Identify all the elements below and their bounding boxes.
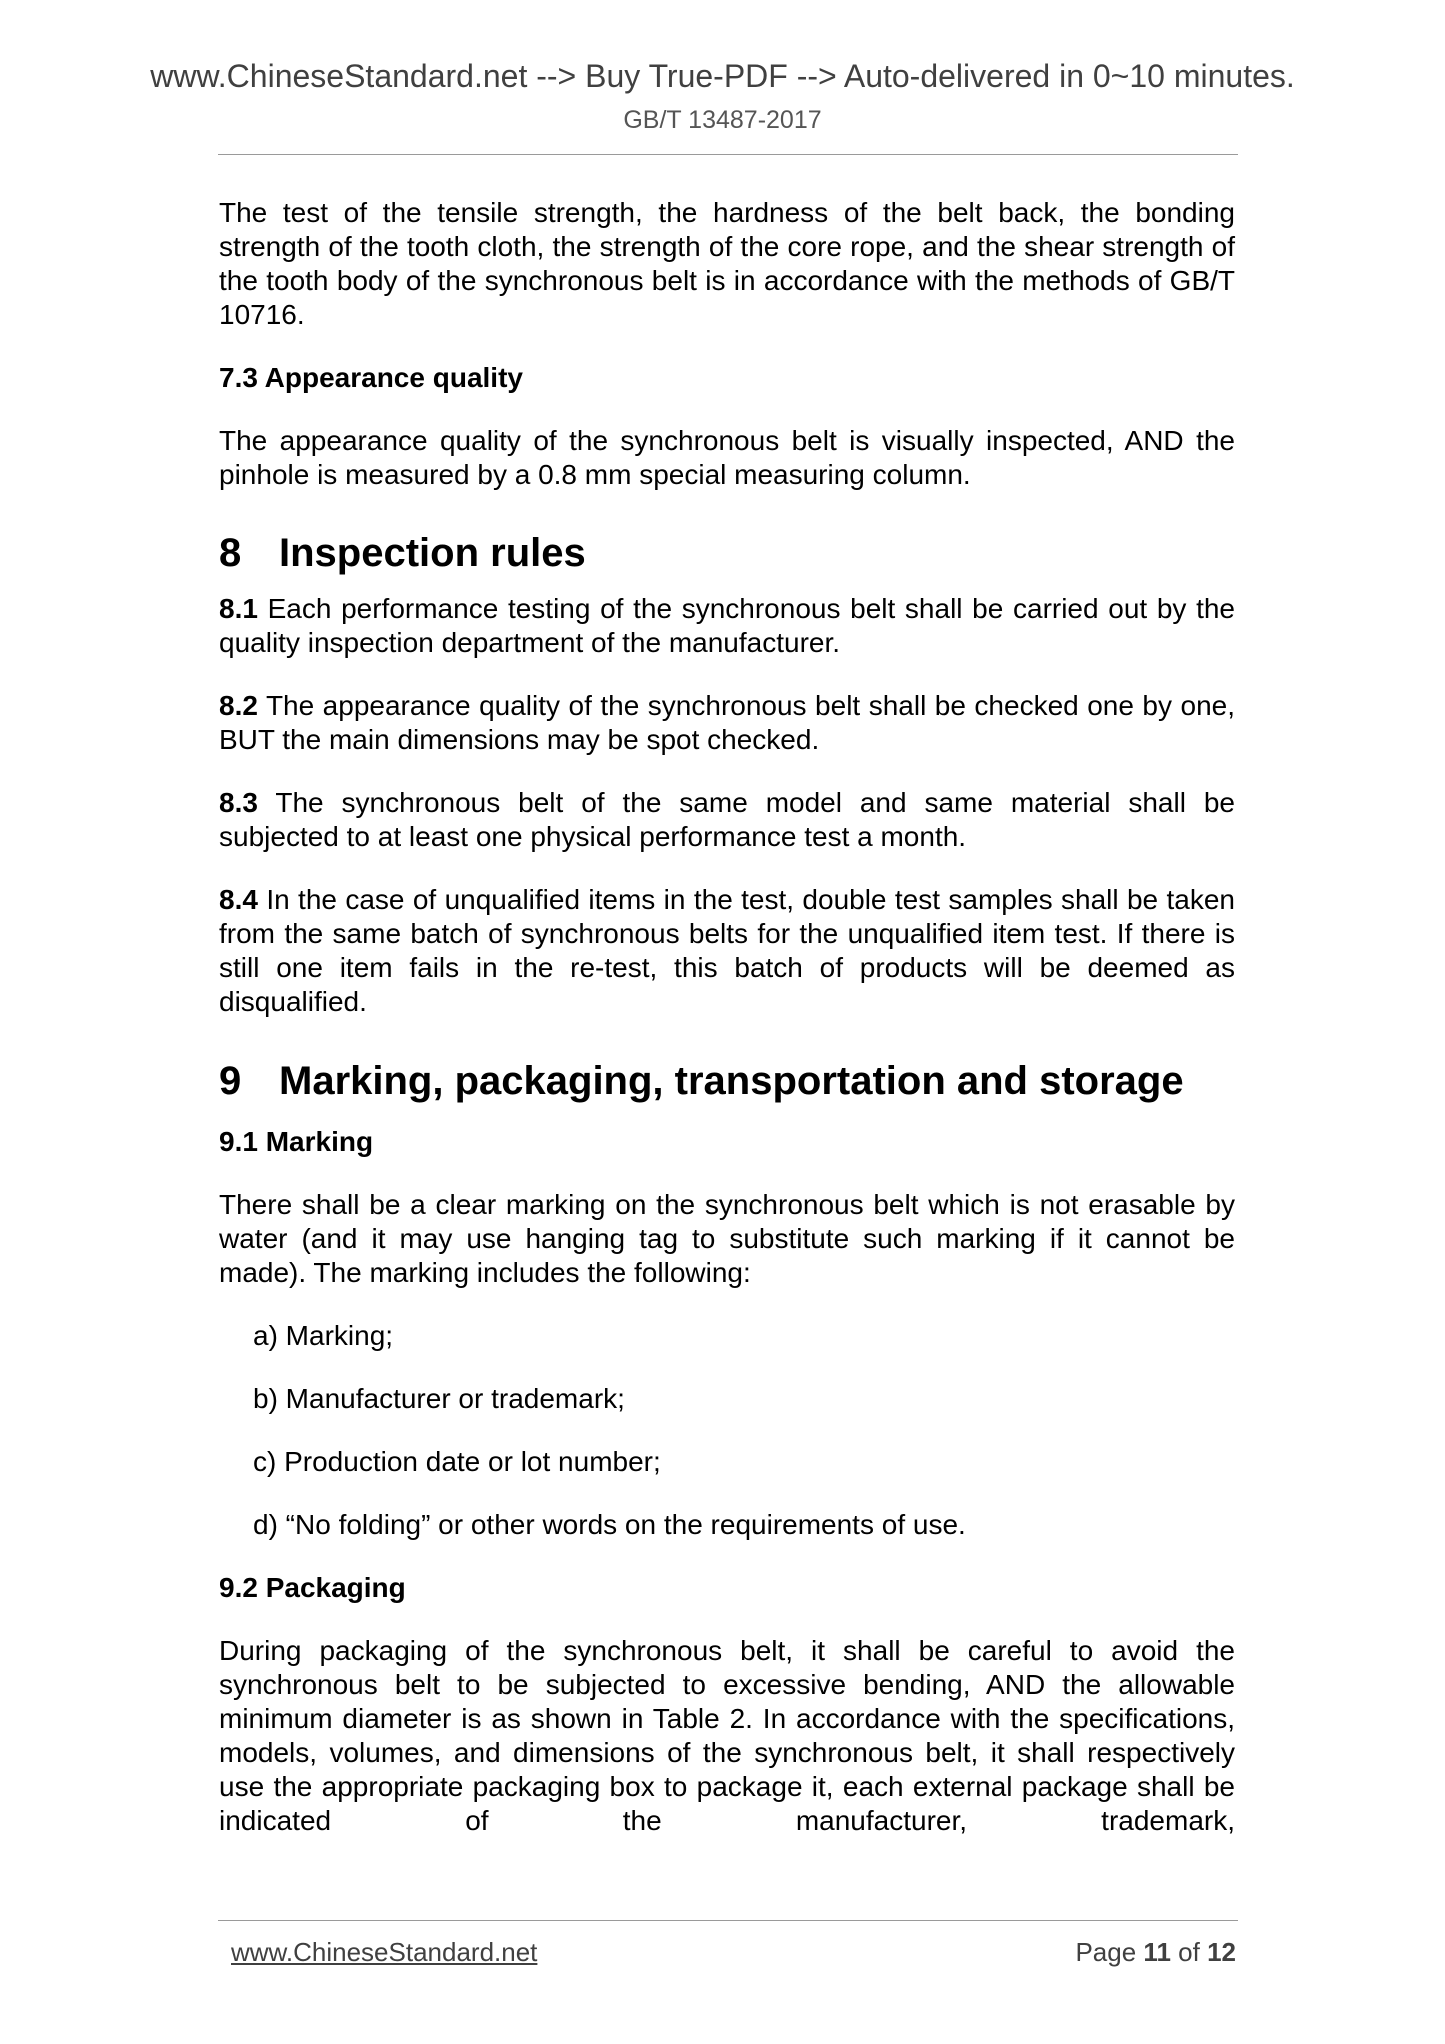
clause-8-4 [219,883,1235,1019]
header-divider [218,154,1238,155]
clause-8-2 [219,689,1235,757]
clause-number: 8.4 [219,884,258,915]
list-item: a) Marking; [253,1320,394,1351]
clause-text: The synchronous belt of the same model and same material shall be subjected to at least one physical performance test a month. [219,787,1235,852]
footer-divider [218,1920,1238,1921]
section-title: Marking, packaging, transportation and storage [279,1059,1184,1103]
intro-paragraph: The test of the tensile strength, the hardness of the belt back, the bonding strength of the tooth cloth, the strength of the core rope, and the shear strength of the tooth body of the synchronous belt is in accordance with the methods of GB/T 10716. [219,197,1235,330]
subsection-heading-7-3: 7.3 Appearance quality [219,362,523,393]
subsection-heading-9-1: 9.1 Marking [219,1126,374,1157]
section-heading-8 [219,529,1235,577]
page-of-word: of [1178,1937,1200,1967]
list-item: c) Production date or lot number; [253,1446,661,1477]
clause-number: 8.1 [219,593,258,624]
subsection-text-7-3: The appearance quality of the synchronous belt is visually inspected, AND the pinhole is measured by a 0.8 mm special measuring column. [219,425,1235,490]
clause-text: Each performance testing of the synchronous belt shall be carried out by the quality inspection department of the manufacturer. [219,593,1235,658]
clause-8-1 [219,592,1235,660]
page-content [219,196,1235,1838]
total-pages-number: 12 [1207,1937,1236,1967]
section-title: Inspection rules [279,531,586,575]
subsection-text-9-2: During packaging of the synchronous belt, it shall be careful to avoid the synchronous belt to be subjected to excessive bending, AND the allowable minimum diameter is as shown in Table 2. In accordance with the specifications, models, volumes, and dimensions of the synchronous belt, it shall respectively use the appropriate packaging box to package it, each external package shall be indicated of the manufacturer, trademark, [219,1635,1235,1836]
clause-text: The appearance quality of the synchronous belt shall be checked one by one, BUT the main dimensions may be spot checked. [219,690,1235,755]
section-number: 8 [219,531,242,575]
section-number: 9 [219,1059,242,1103]
clause-8-3 [219,786,1235,854]
document-code: GB/T 13487-2017 [623,106,822,134]
site-banner[interactable]: www.ChineseStandard.net --> Buy True-PDF --> Auto-delivered in 0~10 minutes. [150,58,1295,94]
page-word: Page [1075,1937,1137,1967]
page-indicator [1075,1936,1236,1968]
subsection-heading-9-2: 9.2 Packaging [219,1572,406,1603]
list-item: d) “No folding” or other words on the requirements of use. [253,1509,966,1540]
list-item: b) Manufacturer or trademark; [253,1383,625,1414]
clause-number: 8.2 [219,690,258,721]
section-heading-9 [219,1057,1235,1105]
clause-number: 8.3 [219,787,258,818]
current-page-number: 11 [1143,1937,1171,1967]
clause-text: In the case of unqualified items in the test, double test samples shall be taken from the same batch of synchronous belts for the unqualified item test. If there is still one item fails in the re-test, this batch of products will be deemed as disqualified. [219,884,1235,1017]
subsection-text-9-1: There shall be a clear marking on the synchronous belt which is not erasable by water (and it may use hanging tag to substitute such marking if it cannot be made). The marking includes the following: [219,1189,1235,1288]
footer-site-link[interactable]: www.ChineseStandard.net [231,1937,538,1967]
